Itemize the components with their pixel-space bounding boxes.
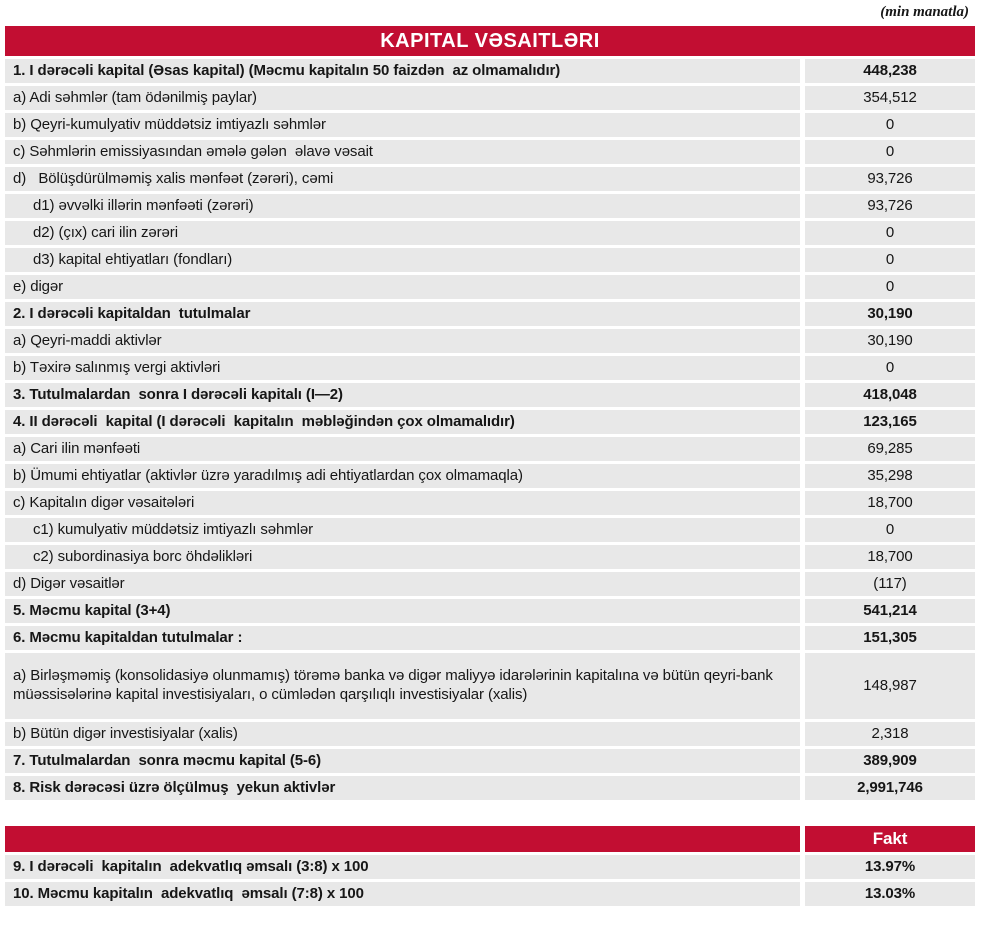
row-label: a) Adi səhmlər (tam ödənilmiş paylar)	[5, 86, 800, 110]
row-value: 148,987	[805, 653, 975, 719]
row-value: 18,700	[805, 491, 975, 515]
row-value: 0	[805, 356, 975, 380]
table-row	[5, 140, 975, 164]
row-label: b) Bütün digər investisiyalar (xalis)	[5, 722, 800, 746]
table-row	[5, 167, 975, 191]
table-row	[5, 626, 975, 650]
row-label: d) Bölüşdürülməmiş xalis mənfəət (zərəri), cəmi	[5, 167, 800, 191]
ratio-header-fakt: Fakt	[805, 826, 975, 852]
row-value: 30,190	[805, 329, 975, 353]
table-row	[5, 491, 975, 515]
table-row	[5, 356, 975, 380]
row-value: 0	[805, 140, 975, 164]
row-label: a) Qeyri-maddi aktivlər	[5, 329, 800, 353]
row-label: 2. I dərəcəli kapitaldan tutulmalar	[5, 302, 800, 326]
adequacy-ratio-table	[5, 826, 975, 906]
table-row	[5, 113, 975, 137]
row-value: 93,726	[805, 194, 975, 218]
row-value: 0	[805, 518, 975, 542]
row-value: 18,700	[805, 545, 975, 569]
table-row	[5, 221, 975, 245]
row-value: 30,190	[805, 302, 975, 326]
row-label: a) Birləşməmiş (konsolidasiyə olunmamış) törəmə banka və digər maliyyə idarələrinin kapitalına və bütün qeyri-bank müəssisələrinə kapital investisiyaları, o cümlədən qarşılıqlı investisiyalar (xalis)	[5, 653, 800, 719]
table-row	[5, 194, 975, 218]
table-row	[5, 275, 975, 299]
row-label: b) Təxirə salınmış vergi aktivləri	[5, 356, 800, 380]
row-label: 6. Məcmu kapitaldan tutulmalar :	[5, 626, 800, 650]
row-label: e) digər	[5, 275, 800, 299]
ratio-table-header	[5, 826, 975, 852]
table-row	[5, 518, 975, 542]
report-page	[5, 0, 975, 906]
row-label: b) Ümumi ehtiyatlar (aktivlər üzrə yaradılmış adi ehtiyatlardan çox olmamaqla)	[5, 464, 800, 488]
row-label: d1) əvvəlki illərin mənfəəti (zərəri)	[5, 194, 800, 218]
table-row	[5, 882, 975, 906]
row-label: c) Səhmlərin emissiyasından əmələ gələn əlavə vəsait	[5, 140, 800, 164]
row-label: b) Qeyri-kumulyativ müddətsiz imtiyazlı səhmlər	[5, 113, 800, 137]
row-value: 151,305	[805, 626, 975, 650]
table-row	[5, 86, 975, 110]
row-label: d) Digər vəsaitlər	[5, 572, 800, 596]
row-label: c1) kumulyativ müddətsiz imtiyazlı səhmlər	[5, 518, 800, 542]
row-value: (117)	[805, 572, 975, 596]
row-label: c) Kapitalın digər vəsaitələri	[5, 491, 800, 515]
row-value: 93,726	[805, 167, 975, 191]
row-label: 5. Məcmu kapital (3+4)	[5, 599, 800, 623]
table-row	[5, 329, 975, 353]
row-value: 123,165	[805, 410, 975, 434]
capital-table	[5, 26, 975, 800]
row-value: 35,298	[805, 464, 975, 488]
table-row	[5, 599, 975, 623]
table-row	[5, 59, 975, 83]
row-value: 69,285	[805, 437, 975, 461]
row-label: d2) (çıx) cari ilin zərəri	[5, 221, 800, 245]
row-label: 4. II dərəcəli kapital (I dərəcəli kapitalın məbləğindən çox olmamalıdır)	[5, 410, 800, 434]
table-row	[5, 437, 975, 461]
row-value: 389,909	[805, 749, 975, 773]
unit-note: (min manatla)	[880, 4, 969, 20]
row-value: 2,318	[805, 722, 975, 746]
row-value: 13.03%	[805, 882, 975, 906]
row-value: 0	[805, 275, 975, 299]
row-value: 541,214	[805, 599, 975, 623]
row-label: 10. Məcmu kapitalın adekvatlıq əmsalı (7:8) x 100	[5, 882, 800, 906]
row-value: 418,048	[805, 383, 975, 407]
table-row	[5, 653, 975, 719]
row-value: 13.97%	[805, 855, 975, 879]
row-label: 7. Tutulmalardan sonra məcmu kapital (5-6)	[5, 749, 800, 773]
table-row	[5, 464, 975, 488]
row-label: 3. Tutulmalardan sonra I dərəcəli kapitalı (I—2)	[5, 383, 800, 407]
table-row	[5, 776, 975, 800]
row-label: 9. I dərəcəli kapitalın adekvatlıq əmsalı (3:8) x 100	[5, 855, 800, 879]
table-title: KAPITAL VƏSAITLƏRI	[5, 26, 975, 56]
table-row	[5, 855, 975, 879]
row-label: 1. I dərəcəli kapital (Əsas kapital) (Məcmu kapitalın 50 faizdən az olmamalıdır)	[5, 59, 800, 83]
row-value: 2,991,746	[805, 776, 975, 800]
table-row	[5, 410, 975, 434]
row-label: a) Cari ilin mənfəəti	[5, 437, 800, 461]
row-label: c2) subordinasiya borc öhdəlikləri	[5, 545, 800, 569]
row-value: 0	[805, 248, 975, 272]
row-value: 0	[805, 113, 975, 137]
table-row	[5, 572, 975, 596]
row-label: d3) kapital ehtiyatları (fondları)	[5, 248, 800, 272]
table-row	[5, 248, 975, 272]
table-row	[5, 722, 975, 746]
table-row	[5, 545, 975, 569]
table-row	[5, 383, 975, 407]
row-label: 8. Risk dərəcəsi üzrə ölçülmuş yekun aktivlər	[5, 776, 800, 800]
row-value: 354,512	[805, 86, 975, 110]
row-value: 0	[805, 221, 975, 245]
ratio-header-label	[5, 826, 800, 852]
table-row	[5, 749, 975, 773]
table-row	[5, 302, 975, 326]
row-value: 448,238	[805, 59, 975, 83]
